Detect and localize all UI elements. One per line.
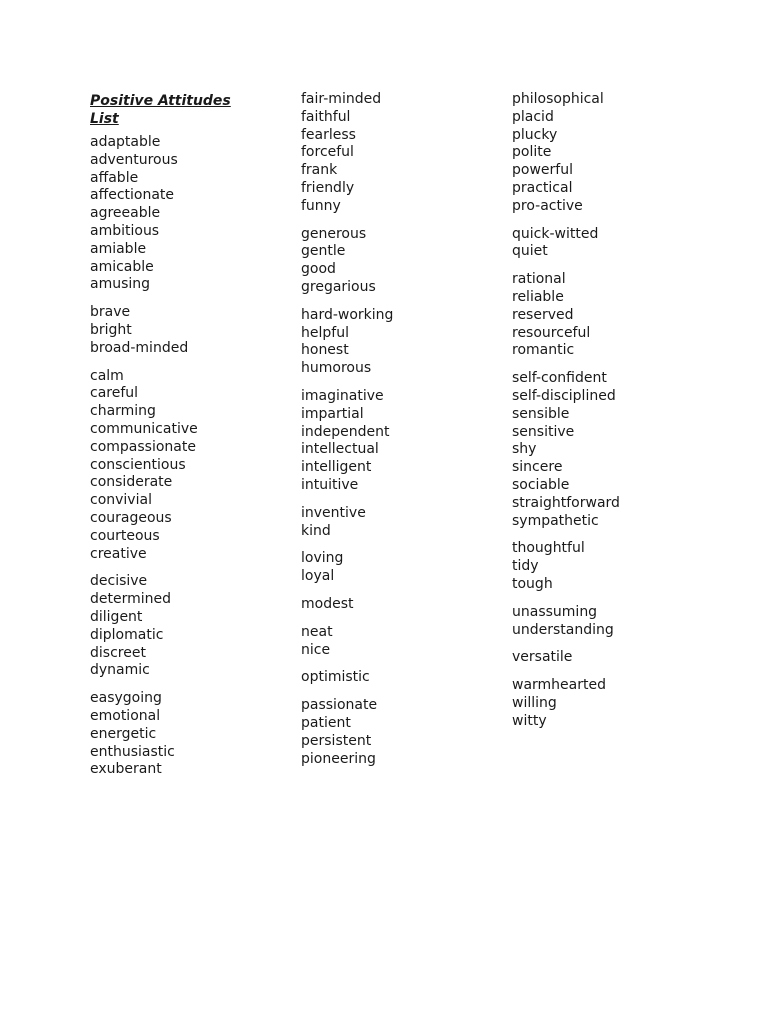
word-group	[301, 505, 501, 541]
list-item: discreet	[90, 644, 146, 661]
list-item: brave	[90, 304, 131, 321]
list-item: emotional	[90, 707, 161, 724]
list-item: adaptable	[90, 134, 161, 150]
list-item: sociable	[512, 476, 570, 493]
list-item: enthusiastic	[90, 743, 175, 760]
list-item: faithful	[301, 108, 351, 125]
word-groups	[512, 91, 712, 731]
list-item: fair-minded	[301, 91, 382, 107]
list-item: thoughtful	[512, 540, 585, 557]
list-item: sincere	[512, 459, 563, 476]
list-item: dynamic	[90, 662, 150, 679]
list-item: intuitive	[301, 476, 359, 493]
list-item: convivial	[90, 492, 152, 509]
list-item: exuberant	[90, 761, 162, 778]
word-group	[90, 573, 290, 680]
list-item: courteous	[90, 527, 160, 544]
list-item: loyal	[301, 568, 335, 585]
list-item: philosophical	[512, 91, 604, 107]
list-item: shy	[512, 441, 537, 458]
word-group	[90, 368, 290, 564]
list-item: reserved	[512, 306, 574, 323]
page-title	[90, 91, 290, 128]
word-groups	[301, 91, 501, 768]
list-item: resourceful	[512, 324, 591, 341]
list-item: conscientious	[90, 456, 186, 473]
word-column-3	[512, 91, 712, 741]
list-item: self-confident	[512, 370, 607, 387]
list-item: rational	[512, 271, 566, 288]
list-item: inventive	[301, 504, 366, 521]
list-item: quick-witted	[512, 225, 599, 242]
list-item: persistent	[301, 732, 372, 749]
list-item: tidy	[512, 558, 539, 575]
list-item: communicative	[90, 420, 198, 437]
list-item: bright	[90, 321, 132, 338]
list-item: neat	[301, 623, 333, 640]
list-item: patient	[301, 714, 351, 731]
list-item: warmhearted	[512, 677, 606, 694]
list-item: ambitious	[90, 222, 160, 239]
title-line-2: List	[90, 111, 119, 127]
list-item: unassuming	[512, 603, 598, 620]
list-item: pro-active	[512, 197, 583, 214]
list-item: powerful	[512, 162, 573, 179]
word-group	[301, 307, 501, 378]
word-group	[512, 677, 712, 730]
list-item: sensible	[512, 405, 570, 422]
list-item: imaginative	[301, 387, 384, 404]
word-group	[301, 596, 501, 614]
list-item: broad-minded	[90, 339, 189, 356]
list-item: modest	[301, 595, 354, 612]
list-item: calm	[90, 367, 124, 384]
list-item: quiet	[512, 243, 548, 260]
list-item: agreeable	[90, 205, 161, 222]
list-item: energetic	[90, 725, 157, 742]
word-column-2	[301, 91, 501, 778]
list-item: fearless	[301, 126, 356, 143]
list-item: decisive	[90, 573, 148, 590]
word-group	[90, 134, 290, 294]
word-group	[301, 624, 501, 660]
list-item: nice	[301, 641, 331, 658]
word-group	[301, 91, 501, 216]
word-group	[512, 540, 712, 593]
list-item: funny	[301, 197, 341, 214]
list-item: intellectual	[301, 441, 379, 458]
list-item: hard-working	[301, 306, 394, 323]
list-item: diplomatic	[90, 626, 164, 643]
word-group	[512, 226, 712, 262]
word-column-1	[90, 91, 290, 789]
list-item: versatile	[512, 649, 573, 666]
list-item: helpful	[301, 324, 349, 341]
list-item: sensitive	[512, 423, 575, 440]
list-item: diligent	[90, 608, 143, 625]
list-item: affable	[90, 169, 139, 186]
list-item: amicable	[90, 258, 154, 275]
list-item: reliable	[512, 288, 564, 305]
list-item: charming	[90, 403, 156, 420]
list-item: romantic	[512, 342, 575, 359]
list-item: witty	[512, 712, 547, 729]
list-item: humorous	[301, 360, 372, 377]
word-group	[512, 604, 712, 640]
list-item: placid	[512, 108, 554, 125]
list-item: kind	[301, 522, 331, 539]
list-item: amiable	[90, 240, 147, 257]
word-group	[512, 271, 712, 360]
list-item: generous	[301, 225, 367, 242]
list-item: adventurous	[90, 151, 178, 168]
word-group	[512, 370, 712, 530]
list-item: polite	[512, 144, 552, 161]
list-item: creative	[90, 545, 147, 562]
list-item: willing	[512, 694, 557, 711]
list-item: loving	[301, 550, 344, 567]
list-item: honest	[301, 342, 349, 359]
list-item: forceful	[301, 144, 354, 161]
word-group	[90, 304, 290, 357]
list-item: passionate	[301, 697, 378, 714]
list-item: good	[301, 261, 336, 278]
list-item: tough	[512, 575, 553, 592]
word-group	[301, 697, 501, 768]
list-item: careful	[90, 385, 139, 402]
list-item: affectionate	[90, 187, 175, 204]
list-item: gregarious	[301, 278, 376, 295]
list-item: frank	[301, 162, 338, 179]
list-item: considerate	[90, 474, 173, 491]
list-item: compassionate	[90, 438, 196, 455]
list-item: gentle	[301, 243, 346, 260]
list-item: practical	[512, 179, 573, 196]
word-group	[512, 649, 712, 667]
list-item: courageous	[90, 509, 172, 526]
word-groups	[90, 134, 290, 779]
list-item: self-disciplined	[512, 387, 616, 404]
list-item: understanding	[512, 621, 614, 638]
list-item: straightforward	[512, 494, 620, 511]
word-group	[90, 690, 290, 779]
list-item: friendly	[301, 179, 355, 196]
list-item: independent	[301, 423, 390, 440]
word-group	[301, 388, 501, 495]
list-item: optimistic	[301, 669, 370, 686]
list-item: impartial	[301, 405, 364, 422]
list-item: amusing	[90, 276, 151, 293]
word-group	[512, 91, 712, 216]
word-group	[301, 669, 501, 687]
list-item: intelligent	[301, 459, 372, 476]
list-item: plucky	[512, 126, 558, 143]
list-item: easygoing	[90, 690, 162, 707]
list-item: pioneering	[301, 750, 376, 767]
list-item: determined	[90, 591, 172, 608]
word-group	[301, 550, 501, 586]
list-item: sympathetic	[512, 512, 599, 529]
word-group	[301, 226, 501, 297]
title-line-1: Positive Attitudes	[90, 93, 231, 109]
